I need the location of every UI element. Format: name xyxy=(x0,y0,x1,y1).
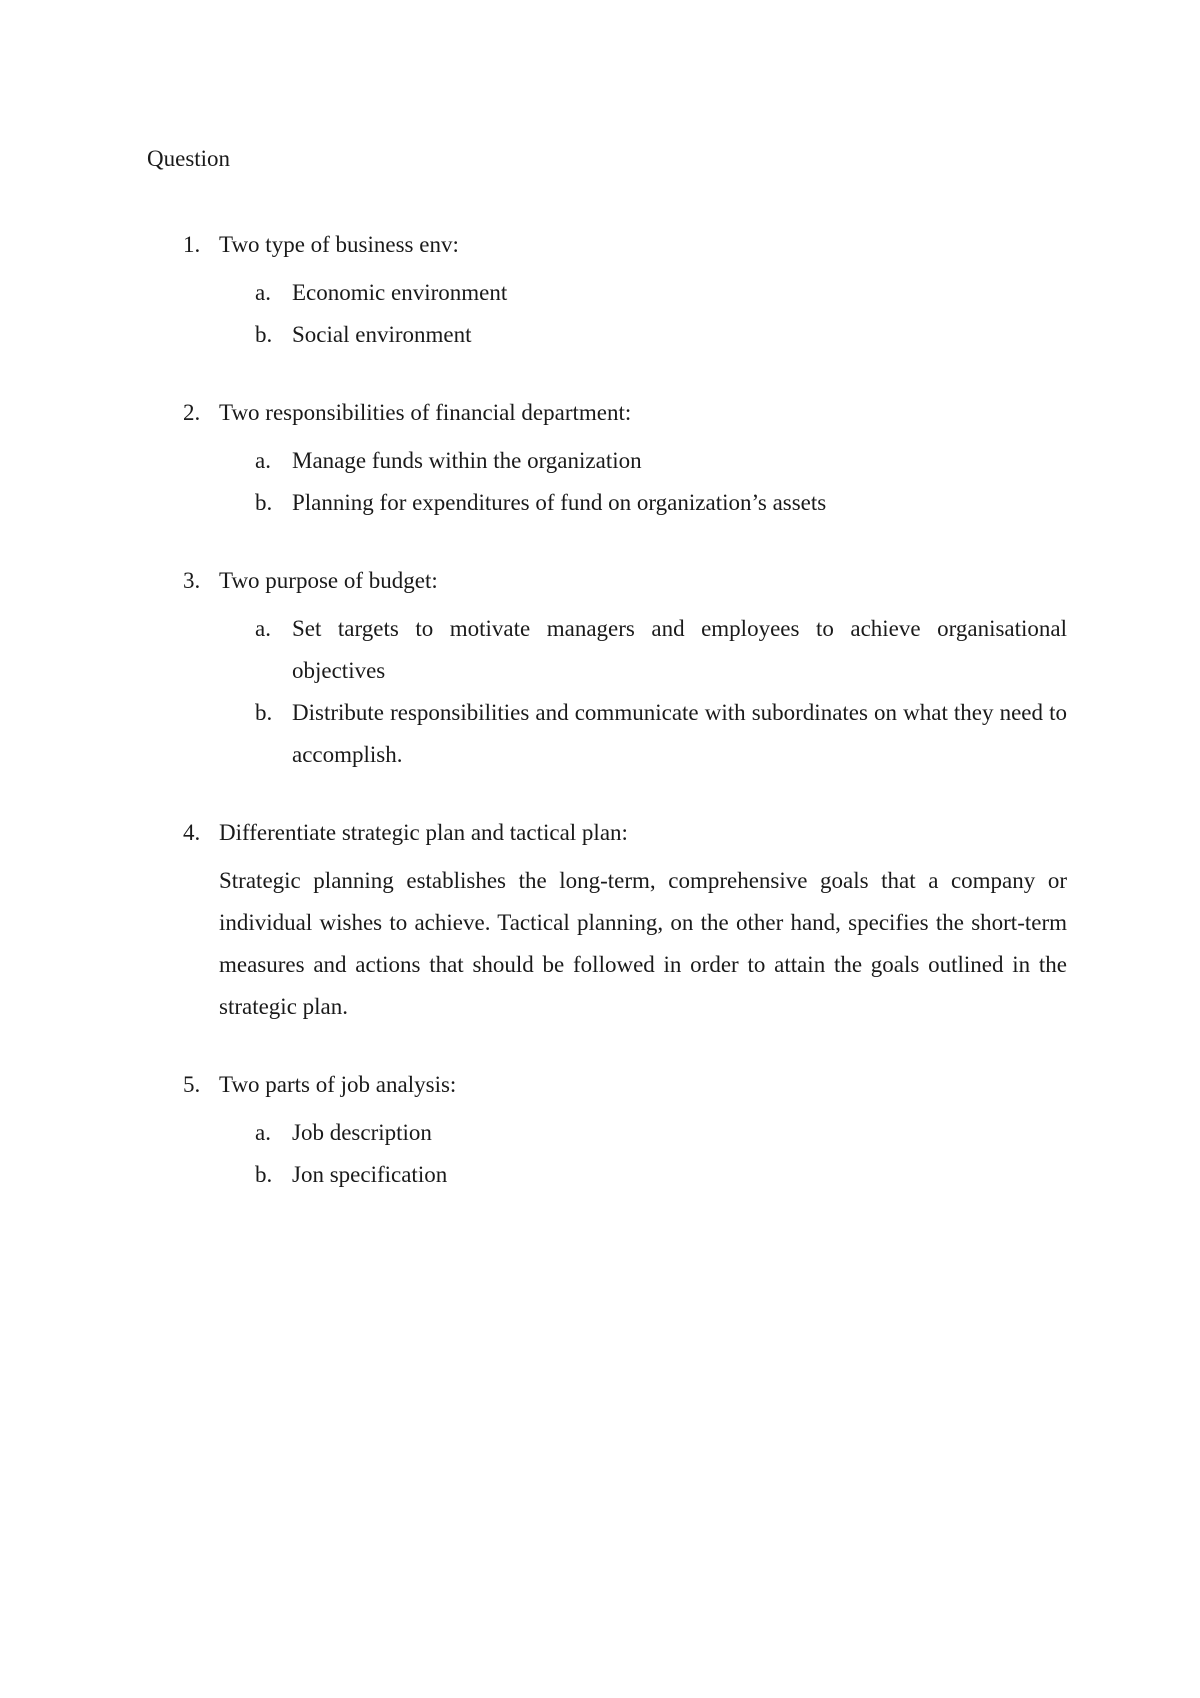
list-item xyxy=(147,482,1067,524)
question-number: 4. xyxy=(183,820,201,845)
list-item xyxy=(147,272,1067,314)
list-item-text: Job description xyxy=(292,1120,432,1145)
list-item-label: b. xyxy=(255,1162,273,1187)
list-item-text: Economic environment xyxy=(292,280,508,305)
list-item xyxy=(147,314,1067,356)
question-5 xyxy=(147,1070,1067,1196)
list-item-label: a. xyxy=(255,616,271,641)
question-2 xyxy=(147,398,1067,524)
list-item xyxy=(147,1154,1067,1196)
question-heading xyxy=(147,398,1067,440)
list-item-text: Set targets to motivate managers and employees to achieve organisational objectives xyxy=(292,616,1067,683)
question-text: Two purpose of budget: xyxy=(219,568,438,593)
list-item-label: b. xyxy=(255,700,273,725)
question-4 xyxy=(147,818,1067,1028)
question-heading xyxy=(147,566,1067,608)
list-item-text: Jon specification xyxy=(292,1162,448,1187)
question-number: 3. xyxy=(183,568,201,593)
question-heading xyxy=(147,1070,1067,1112)
answer-paragraph: Strategic planning establishes the long-term, comprehensive goals that a company or individual wishes to achieve. Tactical planning, on the other hand, specifies the short-term measures and actions that should be followed in order to attain the goals outlined in the strategic plan. xyxy=(219,868,1067,1019)
list-item xyxy=(147,692,1067,776)
question-text: Differentiate strategic plan and tactical plan: xyxy=(219,820,628,845)
list-item xyxy=(147,1112,1067,1154)
list-item-label: a. xyxy=(255,1120,271,1145)
list-item-text: Social environment xyxy=(292,322,472,347)
question-3 xyxy=(147,566,1067,776)
question-number: 5. xyxy=(183,1072,201,1097)
list-item-label: a. xyxy=(255,280,271,305)
list-item xyxy=(147,440,1067,482)
question-text: Two parts of job analysis: xyxy=(219,1072,457,1097)
list-item-label: b. xyxy=(255,322,273,347)
question-text: Two type of business env: xyxy=(219,232,459,257)
list-item xyxy=(147,608,1067,692)
list-item-text: Manage funds within the organization xyxy=(292,448,642,473)
list-item-text: Planning for expenditures of fund on organization’s assets xyxy=(292,490,827,515)
question-heading xyxy=(147,230,1067,272)
list-item-label: a. xyxy=(255,448,271,473)
list-item-text: Distribute responsibilities and communicate with subordinates on what they need to accomplish. xyxy=(292,700,1067,767)
question-heading xyxy=(147,818,1067,860)
list-item-label: b. xyxy=(255,490,273,515)
question-text: Two responsibilities of financial department: xyxy=(219,400,632,425)
question-number: 2. xyxy=(183,400,201,425)
question-number: 1. xyxy=(183,232,201,257)
question-1 xyxy=(147,230,1067,356)
document-title: Question xyxy=(147,146,231,171)
